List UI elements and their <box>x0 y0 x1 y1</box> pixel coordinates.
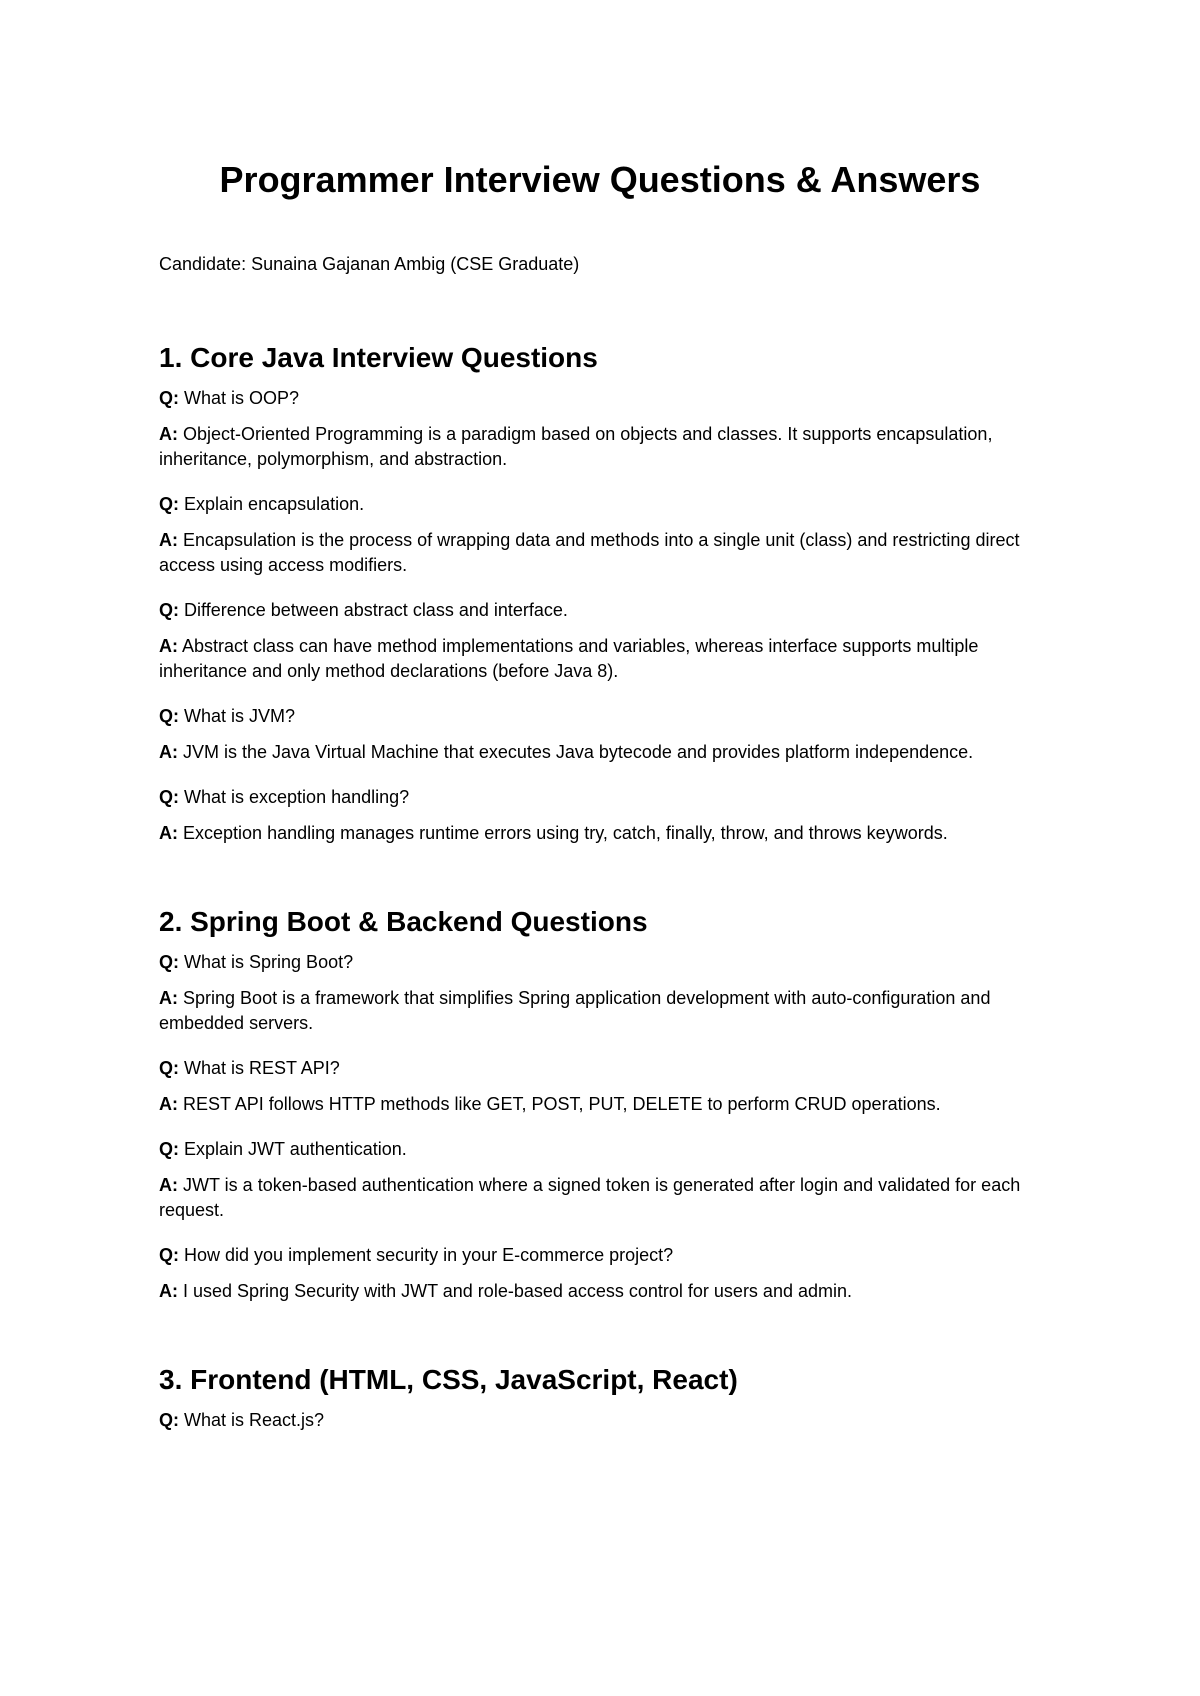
question-text: What is React.js? <box>184 1410 325 1430</box>
qa-item <box>159 950 1059 1036</box>
question-prefix: Q: <box>159 1058 179 1078</box>
answer-prefix: A: <box>159 823 178 843</box>
document-title: Programmer Interview Questions & Answers <box>219 159 981 200</box>
question-text: What is exception handling? <box>184 787 410 807</box>
qa-item <box>159 1056 1059 1117</box>
answer-prefix: A: <box>159 1094 178 1114</box>
question <box>159 950 1059 975</box>
qa-item <box>159 492 1059 578</box>
question <box>159 386 1059 411</box>
qa-item <box>159 1137 1059 1223</box>
question-text: What is Spring Boot? <box>184 952 354 972</box>
question-text: Explain encapsulation. <box>184 494 365 514</box>
question-prefix: Q: <box>159 494 179 514</box>
answer-prefix: A: <box>159 636 178 656</box>
question-text: What is REST API? <box>184 1058 340 1078</box>
answer-text: JVM is the Java Virtual Machine that executes Java bytecode and provides platform independence. <box>183 742 974 762</box>
question-prefix: Q: <box>159 1139 179 1159</box>
question-text: Explain JWT authentication. <box>184 1139 407 1159</box>
question <box>159 1243 1059 1268</box>
answer-text: Object-Oriented Programming is a paradigm based on objects and classes. It supports encapsulation, inheritance, polymorphism, and abstraction. <box>159 424 993 469</box>
answer-text: Abstract class can have method implementations and variables, whereas interface supports multiple inheritance and only method declarations (before Java 8). <box>159 636 979 681</box>
section-core-java <box>159 340 1059 846</box>
question-prefix: Q: <box>159 787 179 807</box>
answer-text: JWT is a token-based authentication where a signed token is generated after login and validated for each request. <box>159 1175 1021 1220</box>
section-spring-boot <box>159 904 1059 1304</box>
question <box>159 785 1059 810</box>
answer <box>159 634 1059 684</box>
qa-item <box>159 598 1059 684</box>
question <box>159 704 1059 729</box>
question-text: How did you implement security in your E-commerce project? <box>184 1245 674 1265</box>
answer-prefix: A: <box>159 424 178 444</box>
answer-text: Exception handling manages runtime errors using try, catch, finally, throw, and throws keywords. <box>183 823 948 843</box>
document-content <box>159 340 1059 1433</box>
qa-item <box>159 785 1059 846</box>
answer <box>159 986 1059 1036</box>
answer-prefix: A: <box>159 530 178 550</box>
answer-text: REST API follows HTTP methods like GET, POST, PUT, DELETE to perform CRUD operations. <box>183 1094 941 1114</box>
question-prefix: Q: <box>159 1410 179 1430</box>
answer <box>159 1279 1059 1304</box>
answer-prefix: A: <box>159 1281 178 1301</box>
question-text: What is OOP? <box>184 388 300 408</box>
question-prefix: Q: <box>159 600 179 620</box>
answer-text: I used Spring Security with JWT and role-based access control for users and admin. <box>183 1281 852 1301</box>
section-frontend <box>159 1362 1059 1433</box>
question-text: Difference between abstract class and interface. <box>184 600 568 620</box>
question-prefix: Q: <box>159 388 179 408</box>
question-prefix: Q: <box>159 1245 179 1265</box>
question <box>159 492 1059 517</box>
answer-text: Encapsulation is the process of wrapping data and methods into a single unit (class) and restricting direct access using access modifiers. <box>159 530 1020 575</box>
qa-item <box>159 386 1059 472</box>
qa-item <box>159 1408 1059 1433</box>
answer-prefix: A: <box>159 1175 178 1195</box>
answer <box>159 740 1059 765</box>
question-prefix: Q: <box>159 952 179 972</box>
answer <box>159 422 1059 472</box>
qa-item <box>159 1243 1059 1304</box>
candidate-line: Candidate: Sunaina Gajanan Ambig (CSE Graduate) <box>159 254 580 274</box>
question <box>159 1408 1059 1433</box>
section-title: 3. Frontend (HTML, CSS, JavaScript, React) <box>159 1364 738 1395</box>
question <box>159 598 1059 623</box>
answer-text: Spring Boot is a framework that simplifies Spring application development with auto-configuration and embedded servers. <box>159 988 991 1033</box>
answer-prefix: A: <box>159 988 178 1008</box>
answer <box>159 1173 1059 1223</box>
answer <box>159 1092 1059 1117</box>
question-text: What is JVM? <box>184 706 296 726</box>
question-prefix: Q: <box>159 706 179 726</box>
answer <box>159 528 1059 578</box>
section-title: 2. Spring Boot & Backend Questions <box>159 906 648 937</box>
answer <box>159 821 1059 846</box>
question <box>159 1137 1059 1162</box>
answer-prefix: A: <box>159 742 178 762</box>
section-title: 1. Core Java Interview Questions <box>159 342 598 373</box>
question <box>159 1056 1059 1081</box>
qa-item <box>159 704 1059 765</box>
